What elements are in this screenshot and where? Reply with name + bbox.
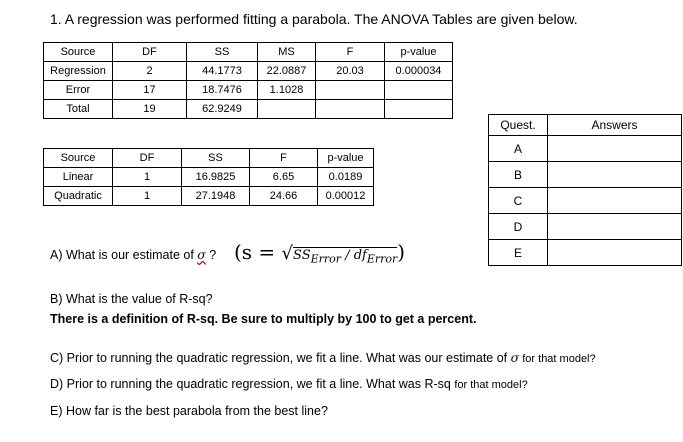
question-b: B) What is the value of R-sq? bbox=[50, 292, 213, 306]
header-cell: SS bbox=[187, 43, 258, 62]
table-cell: 27.1948 bbox=[182, 187, 250, 206]
answer-cell[interactable] bbox=[548, 188, 682, 214]
question-label: C bbox=[489, 188, 548, 214]
table-cell bbox=[258, 100, 316, 119]
table-cell: 62.9249 bbox=[187, 100, 258, 119]
question-a bbox=[50, 247, 216, 262]
table-cell: 18.7476 bbox=[187, 81, 258, 100]
question-a-text: A) What is our estimate of bbox=[50, 248, 198, 262]
table-cell: Regression bbox=[44, 62, 113, 81]
table-cell bbox=[385, 81, 453, 100]
table-header-row bbox=[44, 43, 453, 62]
table-cell: Linear bbox=[44, 168, 113, 187]
header-cell: DF bbox=[113, 43, 187, 62]
table-header-row bbox=[44, 149, 374, 168]
header-cell: DF bbox=[113, 149, 182, 168]
sigma-symbol: σ bbox=[510, 350, 520, 365]
table-cell bbox=[316, 81, 385, 100]
question-label: B bbox=[489, 162, 548, 188]
table-cell: 16.9825 bbox=[182, 168, 250, 187]
question-d-text: D) Prior to running the quadratic regression, we fit a line. What was R-sq bbox=[50, 377, 455, 391]
sigma-formula bbox=[234, 240, 405, 266]
table-cell: 0.0189 bbox=[318, 168, 374, 187]
table-cell: 19 bbox=[113, 100, 187, 119]
table-row bbox=[44, 187, 374, 206]
answer-cell[interactable] bbox=[548, 136, 682, 162]
table-row bbox=[489, 136, 682, 162]
table-cell: 2 bbox=[113, 62, 187, 81]
sqrt-symbol: √ bbox=[281, 243, 294, 264]
formula-radicand: $SS_{Error} / df_{Error}$ bbox=[293, 248, 398, 266]
header-cell: Quest. bbox=[489, 115, 548, 136]
anova-table-1 bbox=[43, 42, 453, 119]
table-cell: 44.1773 bbox=[187, 62, 258, 81]
header-cell: Answers bbox=[548, 115, 682, 136]
question-c-suffix: for that model? bbox=[519, 353, 596, 365]
table-cell: Quadratic bbox=[44, 187, 113, 206]
header-cell: F bbox=[316, 43, 385, 62]
question-c bbox=[50, 350, 596, 365]
header-cell: p-value bbox=[385, 43, 453, 62]
table-cell: 17 bbox=[113, 81, 187, 100]
table-cell: Total bbox=[44, 100, 113, 119]
header-cell: Source bbox=[44, 149, 113, 168]
table-cell: 0.00012 bbox=[318, 187, 374, 206]
question-d-suffix: for that model? bbox=[454, 379, 528, 391]
table-row bbox=[44, 62, 453, 81]
question-b-note: There is a definition of R-sq. Be sure to multiply by 100 to get a percent. bbox=[50, 312, 477, 326]
table-cell: 24.66 bbox=[250, 187, 318, 206]
header-cell: p-value bbox=[318, 149, 374, 168]
header-cell: SS bbox=[182, 149, 250, 168]
table-row bbox=[489, 214, 682, 240]
table-cell: 1 bbox=[113, 168, 182, 187]
table-row bbox=[489, 240, 682, 266]
table-cell: 22.0887 bbox=[258, 62, 316, 81]
sigma-symbol: σ bbox=[197, 247, 206, 262]
question-label: A bbox=[489, 136, 548, 162]
question-a-suffix: ? bbox=[205, 248, 217, 262]
table-row bbox=[44, 168, 374, 187]
header-cell: MS bbox=[258, 43, 316, 62]
table-cell: 6.65 bbox=[250, 168, 318, 187]
table-cell: 20.03 bbox=[316, 62, 385, 81]
question-d bbox=[50, 377, 528, 391]
header-cell: Source bbox=[44, 43, 113, 62]
formula-open: (s = bbox=[234, 240, 282, 264]
table-row bbox=[44, 100, 453, 119]
question-e: E) How far is the best parabola from the best line? bbox=[50, 404, 328, 418]
answer-cell[interactable] bbox=[548, 240, 682, 266]
table-cell: 0.000034 bbox=[385, 62, 453, 81]
answers-table bbox=[488, 114, 682, 266]
table-cell: Error bbox=[44, 81, 113, 100]
question-c-text: C) Prior to running the quadratic regression, we fit a line. What was our estimate of bbox=[50, 351, 511, 365]
question-label: D bbox=[489, 214, 548, 240]
question-label: E bbox=[489, 240, 548, 266]
answer-cell[interactable] bbox=[548, 214, 682, 240]
table-cell bbox=[385, 100, 453, 119]
table-row bbox=[489, 188, 682, 214]
formula-close: ) bbox=[397, 240, 406, 264]
table-cell: 1.1028 bbox=[258, 81, 316, 100]
answer-cell[interactable] bbox=[548, 162, 682, 188]
problem-title: 1. A regression was performed fitting a parabola. The ANOVA Tables are given below. bbox=[50, 11, 578, 27]
header-cell: F bbox=[250, 149, 318, 168]
anova-table-2 bbox=[43, 148, 374, 206]
table-cell: 1 bbox=[113, 187, 182, 206]
table-row bbox=[489, 162, 682, 188]
table-header-row bbox=[489, 115, 682, 136]
table-cell bbox=[316, 100, 385, 119]
table-row bbox=[44, 81, 453, 100]
